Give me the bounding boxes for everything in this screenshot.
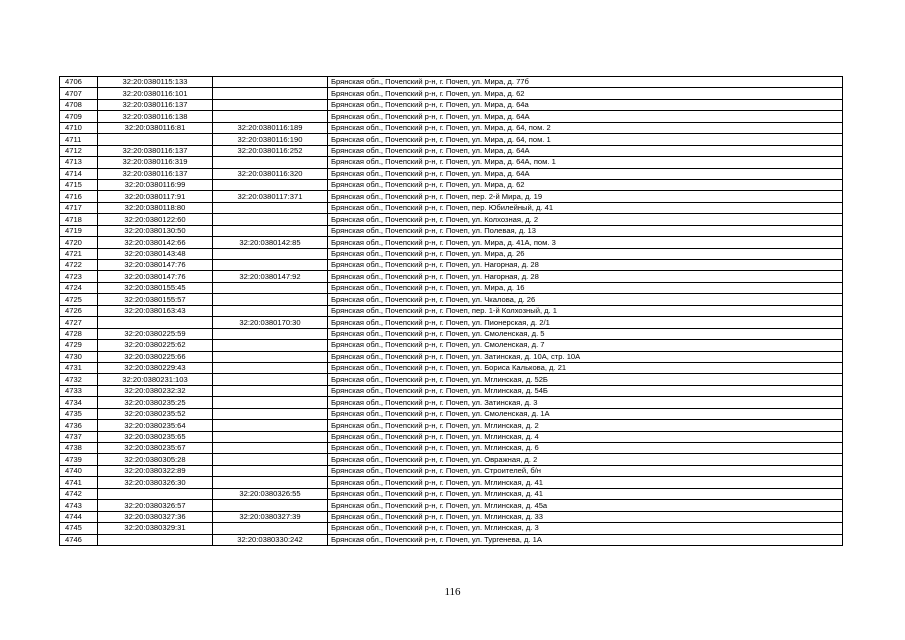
table-row <box>60 305 843 316</box>
cadastral-number-cell: 32:20:0380115:133 <box>98 77 213 88</box>
object-cadastral-number-cell <box>213 282 328 293</box>
table-row <box>60 294 843 305</box>
cadastral-number-cell: 32:20:0380326:57 <box>98 500 213 511</box>
address-cell: Брянская обл., Почепский р-н, г. Почеп, ул. Затинская, д. 3 <box>328 397 843 408</box>
row-number-cell: 4742 <box>60 488 98 499</box>
object-cadastral-number-cell <box>213 500 328 511</box>
table-row <box>60 77 843 88</box>
table-row <box>60 488 843 499</box>
row-number-cell: 4719 <box>60 225 98 236</box>
object-cadastral-number-cell <box>213 328 328 339</box>
row-number-cell: 4716 <box>60 191 98 202</box>
cadastral-number-cell: 32:20:0380225:66 <box>98 351 213 362</box>
object-cadastral-number-cell <box>213 408 328 419</box>
address-cell: Брянская обл., Почепский р-н, г. Почеп, ул. Мира, д. 64, пом. 2 <box>328 122 843 133</box>
table-row <box>60 214 843 225</box>
address-cell: Брянская обл., Почепский р-н, г. Почеп, ул. Мира, д. 64а <box>328 99 843 110</box>
object-cadastral-number-cell: 32:20:0380330:242 <box>213 534 328 545</box>
cadastral-number-cell: 32:20:0380147:76 <box>98 260 213 271</box>
address-cell: Брянская обл., Почепский р-н, г. Почеп, ул. Чкалова, д. 26 <box>328 294 843 305</box>
table-row <box>60 202 843 213</box>
address-cell: Брянская обл., Почепский р-н, г. Почеп, ул. Мира, д. 62 <box>328 88 843 99</box>
row-number-cell: 4730 <box>60 351 98 362</box>
cadastral-number-cell: 32:20:0380326:30 <box>98 477 213 488</box>
row-number-cell: 4734 <box>60 397 98 408</box>
row-number-cell: 4707 <box>60 88 98 99</box>
object-cadastral-number-cell <box>213 340 328 351</box>
table-row <box>60 511 843 522</box>
table-row <box>60 145 843 156</box>
cadastral-number-cell: 32:20:0380116:81 <box>98 122 213 133</box>
cadastral-number-cell: 32:20:0380235:67 <box>98 443 213 454</box>
address-cell: Брянская обл., Почепский р-н, г. Почеп, ул. Смоленская, д. 7 <box>328 340 843 351</box>
table-row <box>60 500 843 511</box>
row-number-cell: 4725 <box>60 294 98 305</box>
table-row <box>60 374 843 385</box>
table-row <box>60 282 843 293</box>
cadastral-number-cell: 32:20:0380229:43 <box>98 362 213 373</box>
address-cell: Брянская обл., Почепский р-н, г. Почеп, ул. Мглинская, д. 41 <box>328 488 843 499</box>
object-cadastral-number-cell <box>213 351 328 362</box>
table-row <box>60 397 843 408</box>
row-number-cell: 4721 <box>60 248 98 259</box>
object-cadastral-number-cell: 32:20:0380142:85 <box>213 237 328 248</box>
address-cell: Брянская обл., Почепский р-н, г. Почеп, ул. Мира, д. 77б <box>328 77 843 88</box>
cadastral-number-cell <box>98 534 213 545</box>
address-cell: Брянская обл., Почепский р-н, г. Почеп, ул. Мглинская, д. 3 <box>328 523 843 534</box>
table-row <box>60 362 843 373</box>
object-cadastral-number-cell <box>213 305 328 316</box>
table-row <box>60 465 843 476</box>
address-cell: Брянская обл., Почепский р-н, г. Почеп, ул. Затинская, д. 10А, стр. 10А <box>328 351 843 362</box>
address-cell: Брянская обл., Почепский р-н, г. Почеп, пер. Юбилейный, д. 41 <box>328 202 843 213</box>
cadastral-number-cell: 32:20:0380225:59 <box>98 328 213 339</box>
table-row <box>60 385 843 396</box>
object-cadastral-number-cell: 32:20:0380117:371 <box>213 191 328 202</box>
cadastral-number-cell: 32:20:0380116:137 <box>98 145 213 156</box>
object-cadastral-number-cell <box>213 260 328 271</box>
object-cadastral-number-cell: 32:20:0380116:320 <box>213 168 328 179</box>
object-cadastral-number-cell <box>213 385 328 396</box>
row-number-cell: 4736 <box>60 420 98 431</box>
object-cadastral-number-cell <box>213 443 328 454</box>
address-cell: Брянская обл., Почепский р-н, г. Почеп, ул. Мира, д. 26 <box>328 248 843 259</box>
cadastral-number-cell: 32:20:0380147:76 <box>98 271 213 282</box>
address-cell: Брянская обл., Почепский р-н, г. Почеп, ул. Мира, д. 62 <box>328 179 843 190</box>
row-number-cell: 4717 <box>60 202 98 213</box>
row-number-cell: 4708 <box>60 99 98 110</box>
cadastral-number-cell: 32:20:0380235:25 <box>98 397 213 408</box>
object-cadastral-number-cell <box>213 157 328 168</box>
row-number-cell: 4712 <box>60 145 98 156</box>
address-cell: Брянская обл., Почепский р-н, г. Почеп, ул. Полевая, д. 13 <box>328 225 843 236</box>
object-cadastral-number-cell <box>213 523 328 534</box>
table-row <box>60 88 843 99</box>
address-cell: Брянская обл., Почепский р-н, г. Почеп, ул. Овражная, д. 2 <box>328 454 843 465</box>
cadastral-number-cell: 32:20:0380118:80 <box>98 202 213 213</box>
row-number-cell: 4740 <box>60 465 98 476</box>
cadastral-number-cell: 32:20:0380235:65 <box>98 431 213 442</box>
row-number-cell: 4728 <box>60 328 98 339</box>
row-number-cell: 4722 <box>60 260 98 271</box>
table-row <box>60 477 843 488</box>
row-number-cell: 4724 <box>60 282 98 293</box>
address-cell: Брянская обл., Почепский р-н, г. Почеп, ул. Мира, д. 41А, пом. 3 <box>328 237 843 248</box>
table-row <box>60 260 843 271</box>
object-cadastral-number-cell: 32:20:0380147:92 <box>213 271 328 282</box>
page-number: 116 <box>444 586 461 598</box>
table-row <box>60 271 843 282</box>
cadastral-number-cell: 32:20:0380235:52 <box>98 408 213 419</box>
row-number-cell: 4732 <box>60 374 98 385</box>
table-row <box>60 168 843 179</box>
table-row <box>60 534 843 545</box>
row-number-cell: 4737 <box>60 431 98 442</box>
cadastral-number-cell: 32:20:0380142:66 <box>98 237 213 248</box>
row-number-cell: 4715 <box>60 179 98 190</box>
row-number-cell: 4741 <box>60 477 98 488</box>
table-row <box>60 408 843 419</box>
object-cadastral-number-cell <box>213 374 328 385</box>
table-row <box>60 99 843 110</box>
cadastral-number-cell: 32:20:0380322:89 <box>98 465 213 476</box>
row-number-cell: 4711 <box>60 134 98 145</box>
table-row <box>60 122 843 133</box>
address-cell: Брянская обл., Почепский р-н, г. Почеп, пер. 1-й Колхозный, д. 1 <box>328 305 843 316</box>
address-cell: Брянская обл., Почепский р-н, г. Почеп, ул. Мглинская, д. 52Б <box>328 374 843 385</box>
row-number-cell: 4739 <box>60 454 98 465</box>
row-number-cell: 4726 <box>60 305 98 316</box>
cadastral-number-cell: 32:20:0380116:137 <box>98 99 213 110</box>
table-row <box>60 431 843 442</box>
table-row <box>60 420 843 431</box>
address-cell: Брянская обл., Почепский р-н, г. Почеп, ул. Смоленская, д. 5 <box>328 328 843 339</box>
registry-table <box>59 76 843 546</box>
address-cell: Брянская обл., Почепский р-н, г. Почеп, ул. Мглинская, д. 54Б <box>328 385 843 396</box>
address-cell: Брянская обл., Почепский р-н, г. Почеп, ул. Тургенева, д. 1А <box>328 534 843 545</box>
table-row <box>60 328 843 339</box>
row-number-cell: 4709 <box>60 111 98 122</box>
table-row <box>60 351 843 362</box>
object-cadastral-number-cell <box>213 214 328 225</box>
cadastral-number-cell <box>98 317 213 328</box>
cadastral-number-cell: 32:20:0380155:57 <box>98 294 213 305</box>
table-row <box>60 454 843 465</box>
object-cadastral-number-cell: 32:20:0380170:30 <box>213 317 328 328</box>
object-cadastral-number-cell <box>213 431 328 442</box>
object-cadastral-number-cell: 32:20:0380116:189 <box>213 122 328 133</box>
cadastral-number-cell: 32:20:0380329:31 <box>98 523 213 534</box>
address-cell: Брянская обл., Почепский р-н, г. Почеп, ул. Строителей, б/н <box>328 465 843 476</box>
cadastral-number-cell: 32:20:0380155:45 <box>98 282 213 293</box>
address-cell: Брянская обл., Почепский р-н, г. Почеп, ул. Мира, д. 16 <box>328 282 843 293</box>
row-number-cell: 4745 <box>60 523 98 534</box>
object-cadastral-number-cell <box>213 477 328 488</box>
address-cell: Брянская обл., Почепский р-н, г. Почеп, ул. Мглинская, д. 41 <box>328 477 843 488</box>
table-row <box>60 179 843 190</box>
table-row <box>60 191 843 202</box>
table-row <box>60 134 843 145</box>
registry-table-body <box>60 77 843 546</box>
address-cell: Брянская обл., Почепский р-н, г. Почеп, ул. Колхозная, д. 2 <box>328 214 843 225</box>
object-cadastral-number-cell <box>213 397 328 408</box>
object-cadastral-number-cell: 32:20:0380116:190 <box>213 134 328 145</box>
object-cadastral-number-cell <box>213 225 328 236</box>
cadastral-number-cell: 32:20:0380130:50 <box>98 225 213 236</box>
object-cadastral-number-cell <box>213 99 328 110</box>
cadastral-number-cell: 32:20:0380163:43 <box>98 305 213 316</box>
row-number-cell: 4713 <box>60 157 98 168</box>
object-cadastral-number-cell: 32:20:0380326:55 <box>213 488 328 499</box>
cadastral-number-cell: 32:20:0380122:60 <box>98 214 213 225</box>
object-cadastral-number-cell <box>213 88 328 99</box>
object-cadastral-number-cell: 32:20:0380116:252 <box>213 145 328 156</box>
row-number-cell: 4714 <box>60 168 98 179</box>
object-cadastral-number-cell: 32:20:0380327:39 <box>213 511 328 522</box>
cadastral-number-cell: 32:20:0380225:62 <box>98 340 213 351</box>
object-cadastral-number-cell <box>213 202 328 213</box>
cadastral-number-cell: 32:20:0380116:101 <box>98 88 213 99</box>
table-row <box>60 225 843 236</box>
table-row <box>60 248 843 259</box>
object-cadastral-number-cell <box>213 294 328 305</box>
address-cell: Брянская обл., Почепский р-н, г. Почеп, ул. Мира, д. 64А <box>328 168 843 179</box>
object-cadastral-number-cell <box>213 454 328 465</box>
row-number-cell: 4738 <box>60 443 98 454</box>
cadastral-number-cell: 32:20:0380116:138 <box>98 111 213 122</box>
cadastral-number-cell: 32:20:0380231:103 <box>98 374 213 385</box>
address-cell: Брянская обл., Почепский р-н, г. Почеп, ул. Мглинская, д. 4 <box>328 431 843 442</box>
address-cell: Брянская обл., Почепский р-н, г. Почеп, ул. Пионерская, д. 2/1 <box>328 317 843 328</box>
object-cadastral-number-cell <box>213 465 328 476</box>
table-row <box>60 111 843 122</box>
address-cell: Брянская обл., Почепский р-н, г. Почеп, ул. Мира, д. 64А <box>328 145 843 156</box>
row-number-cell: 4706 <box>60 77 98 88</box>
address-cell: Брянская обл., Почепский р-н, г. Почеп, ул. Мира, д. 64, пом. 1 <box>328 134 843 145</box>
address-cell: Брянская обл., Почепский р-н, г. Почеп, ул. Мглинская, д. 2 <box>328 420 843 431</box>
address-cell: Брянская обл., Почепский р-н, г. Почеп, ул. Бориса Калькова, д. 21 <box>328 362 843 373</box>
row-number-cell: 4710 <box>60 122 98 133</box>
table-row <box>60 317 843 328</box>
cadastral-number-cell <box>98 488 213 499</box>
row-number-cell: 4727 <box>60 317 98 328</box>
row-number-cell: 4723 <box>60 271 98 282</box>
address-cell: Брянская обл., Почепский р-н, г. Почеп, ул. Мглинская, д. 33 <box>328 511 843 522</box>
cadastral-number-cell: 32:20:0380305:28 <box>98 454 213 465</box>
table-row <box>60 443 843 454</box>
address-cell: Брянская обл., Почепский р-н, г. Почеп, ул. Нагорная, д. 28 <box>328 260 843 271</box>
row-number-cell: 4744 <box>60 511 98 522</box>
address-cell: Брянская обл., Почепский р-н, г. Почеп, ул. Мглинская, д. 6 <box>328 443 843 454</box>
address-cell: Брянская обл., Почепский р-н, г. Почеп, ул. Смоленская, д. 1А <box>328 408 843 419</box>
object-cadastral-number-cell <box>213 420 328 431</box>
address-cell: Брянская обл., Почепский р-н, г. Почеп, ул. Нагорная, д. 28 <box>328 271 843 282</box>
row-number-cell: 4729 <box>60 340 98 351</box>
table-row <box>60 237 843 248</box>
address-cell: Брянская обл., Почепский р-н, г. Почеп, ул. Мглинская, д. 45а <box>328 500 843 511</box>
cadastral-number-cell: 32:20:0380117:91 <box>98 191 213 202</box>
row-number-cell: 4735 <box>60 408 98 419</box>
cadastral-number-cell: 32:20:0380116:99 <box>98 179 213 190</box>
cadastral-number-cell: 32:20:0380116:319 <box>98 157 213 168</box>
object-cadastral-number-cell <box>213 111 328 122</box>
row-number-cell: 4731 <box>60 362 98 373</box>
address-cell: Брянская обл., Почепский р-н, г. Почеп, пер. 2-й Мира, д. 19 <box>328 191 843 202</box>
table-row <box>60 340 843 351</box>
address-cell: Брянская обл., Почепский р-н, г. Почеп, ул. Мира, д. 64А, пом. 1 <box>328 157 843 168</box>
table-row <box>60 523 843 534</box>
cadastral-number-cell: 32:20:0380327:36 <box>98 511 213 522</box>
cadastral-number-cell: 32:20:0380232:32 <box>98 385 213 396</box>
object-cadastral-number-cell <box>213 179 328 190</box>
row-number-cell: 4720 <box>60 237 98 248</box>
row-number-cell: 4733 <box>60 385 98 396</box>
table-row <box>60 157 843 168</box>
object-cadastral-number-cell <box>213 248 328 259</box>
cadastral-number-cell <box>98 134 213 145</box>
cadastral-number-cell: 32:20:0380143:48 <box>98 248 213 259</box>
address-cell: Брянская обл., Почепский р-н, г. Почеп, ул. Мира, д. 64А <box>328 111 843 122</box>
row-number-cell: 4746 <box>60 534 98 545</box>
object-cadastral-number-cell <box>213 362 328 373</box>
row-number-cell: 4718 <box>60 214 98 225</box>
object-cadastral-number-cell <box>213 77 328 88</box>
cadastral-number-cell: 32:20:0380235:64 <box>98 420 213 431</box>
cadastral-number-cell: 32:20:0380116:137 <box>98 168 213 179</box>
row-number-cell: 4743 <box>60 500 98 511</box>
